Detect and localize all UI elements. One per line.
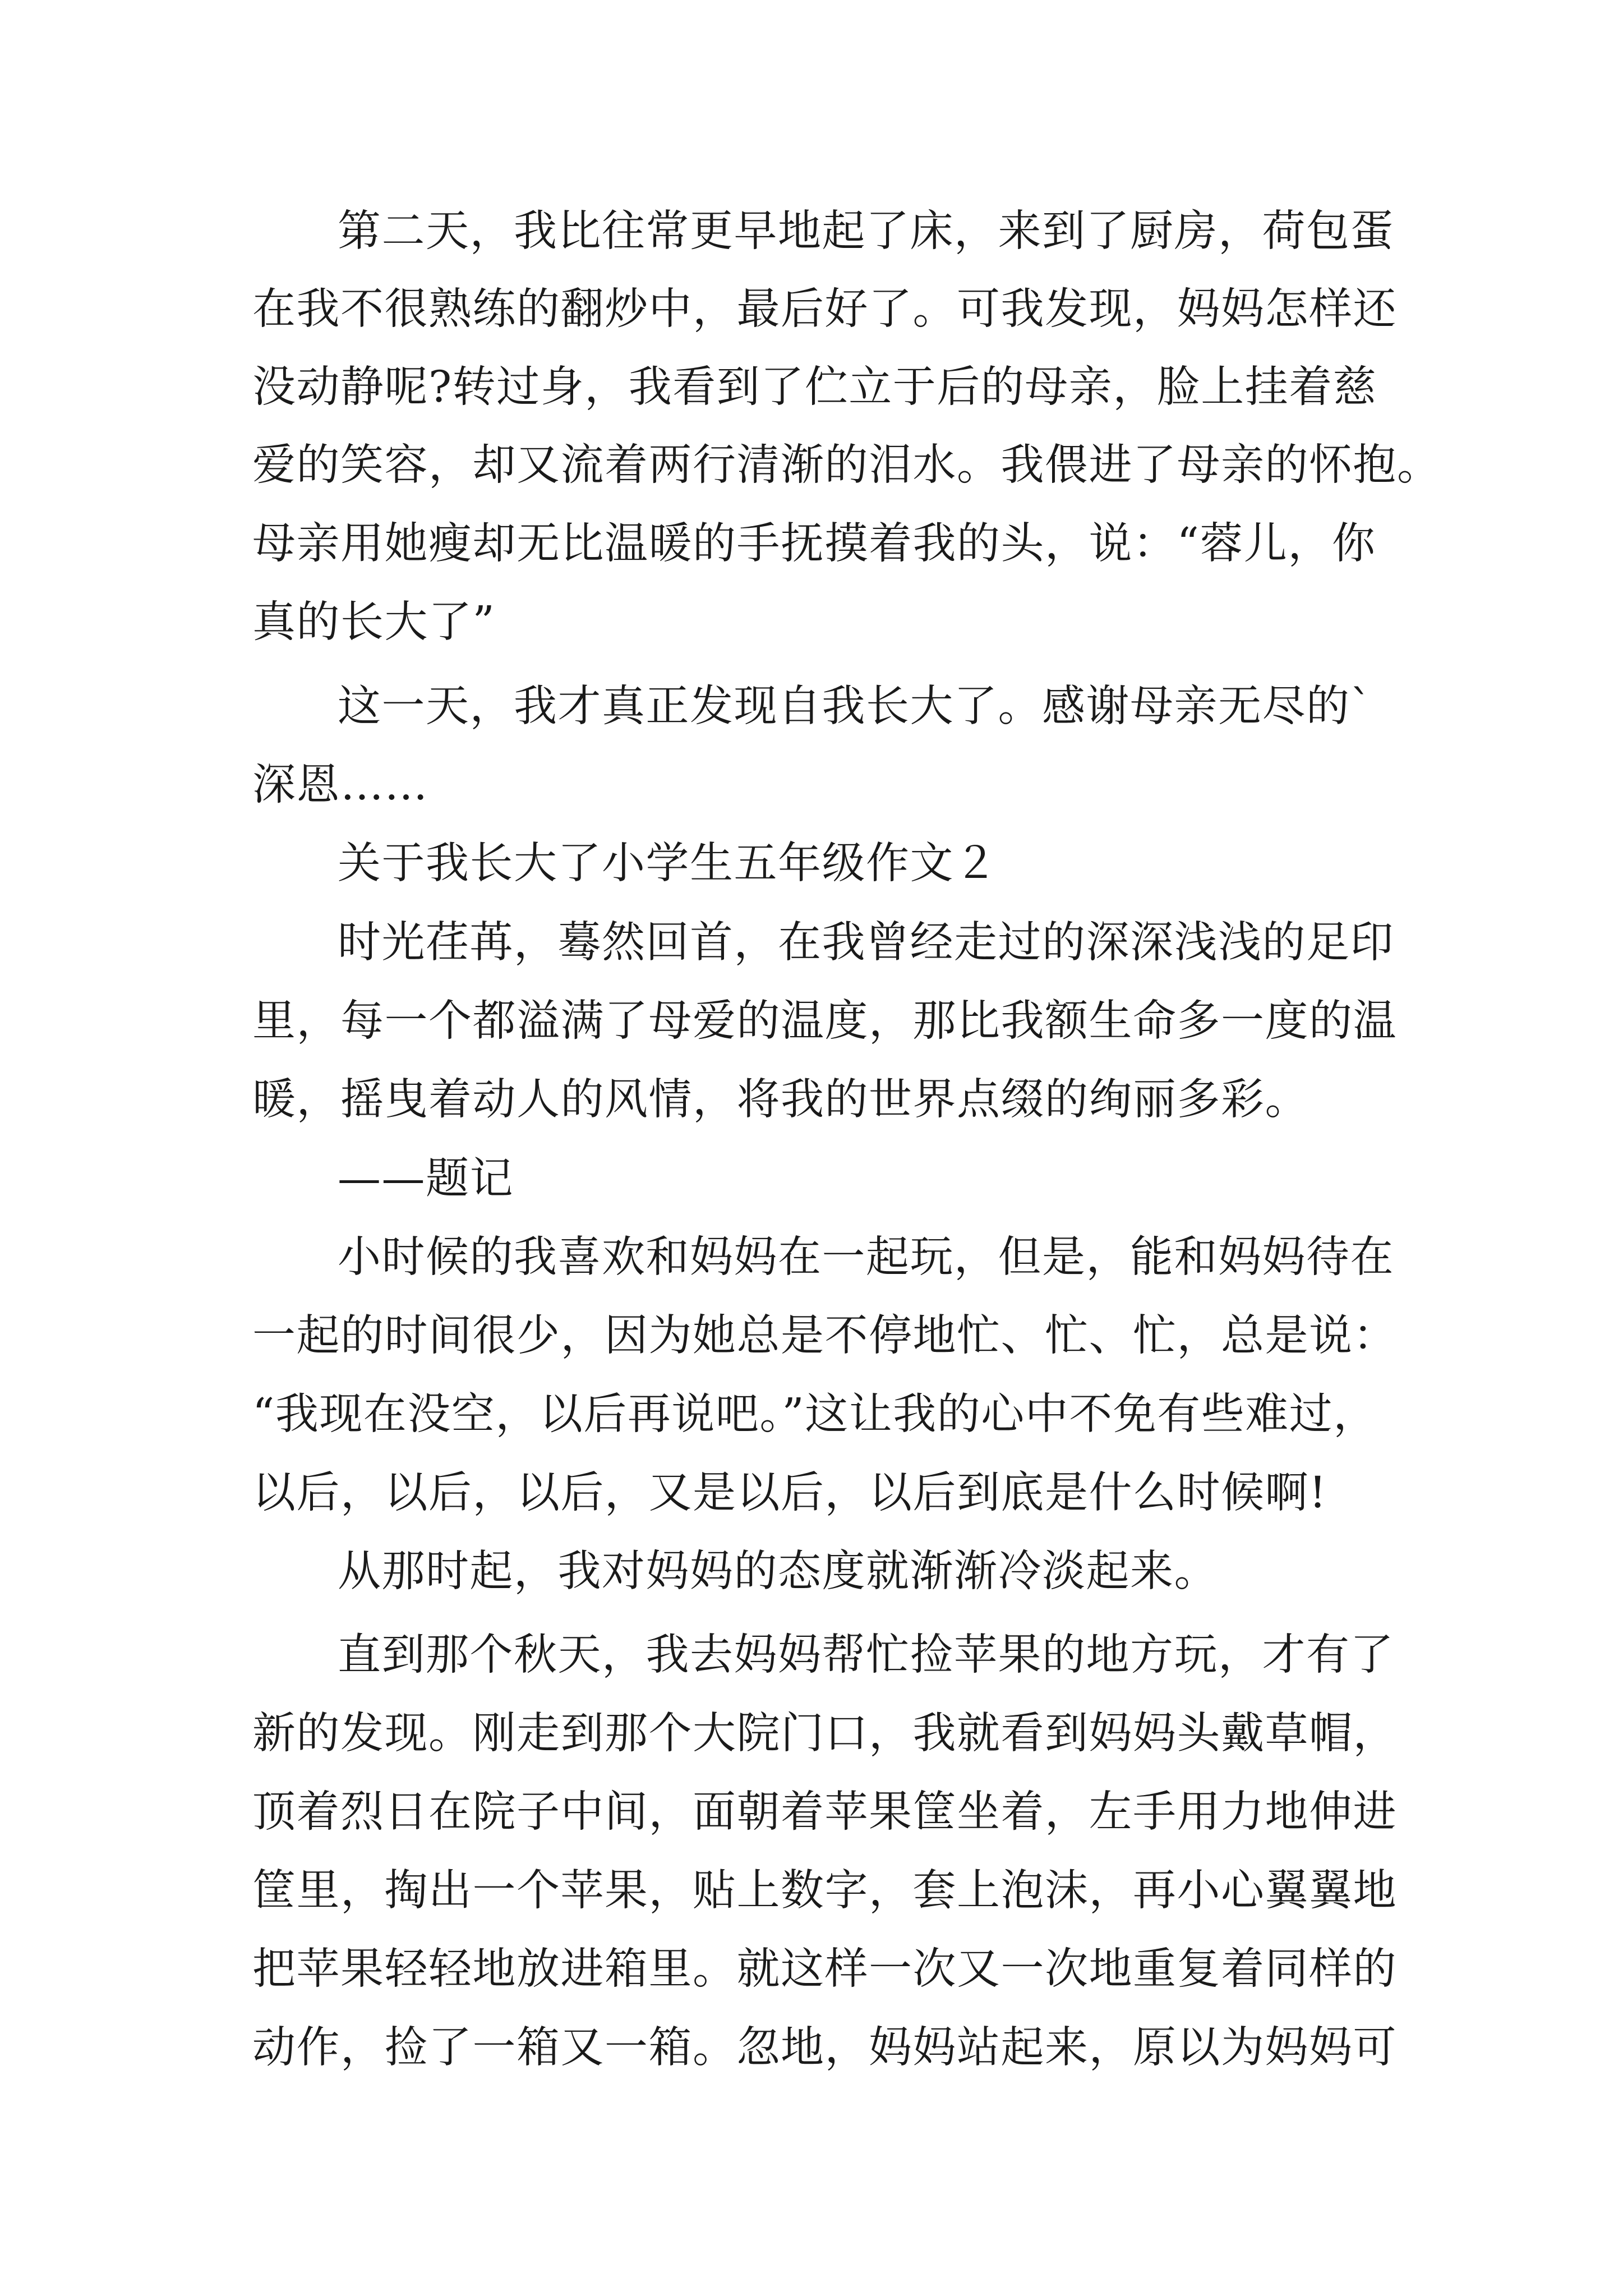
text-line: 真的长大了” <box>252 597 496 647</box>
text-line: 这一天，我才真正发现自我长大了。感谢母亲无尽的` <box>338 682 1373 731</box>
text-line: 以后，以后，以后，又是以后，以后到底是什么时候啊! <box>252 1468 1327 1518</box>
text-line: 动作，捡了一箱又一箱。忽地，妈妈站起来，原以为妈妈可 <box>252 2023 1397 2073</box>
text-line: 一起的时间很少，因为她总是不停地忙、忙、忙，总是说： <box>252 1311 1397 1361</box>
text-line: 把苹果轻轻地放进箱里。就这样一次又一次地重复着同样的 <box>252 1944 1397 1994</box>
epigraph-attribution: ——题记 <box>338 1154 514 1204</box>
text-line: 从那时起，我对妈妈的态度就渐渐冷淡起来。 <box>338 1547 1218 1596</box>
text-line: 爱的笑容，却又流着两行清渐的泪水。我偎进了母亲的怀抱。 <box>252 440 1441 490</box>
text-line: 第二天，我比往常更早地起了床，来到了厨房，荷包蛋 <box>338 206 1394 256</box>
text-line: 暖，摇曳着动人的风情，将我的世界点缀的绚丽多彩。 <box>252 1075 1309 1125</box>
text-line: 深恩…… <box>252 760 428 810</box>
text-line: 母亲用她瘦却无比温暖的手抚摸着我的头，说：“蓉儿，你 <box>252 519 1376 569</box>
text-line: 小时候的我喜欢和妈妈在一起玩，但是，能和妈妈待在 <box>338 1232 1394 1282</box>
text-line: 在我不很熟练的翻炒中，最后好了。可我发现，妈妈怎样还 <box>252 284 1397 334</box>
document-page <box>252 204 1441 2111</box>
text-line: 里，每一个都溢满了母爱的温度，那比我额生命多一度的温 <box>252 996 1397 1046</box>
text-line: 时光荏苒，蓦然回首，在我曾经走过的深深浅浅的足印 <box>338 918 1394 968</box>
text-line: 没动静呢?转过身，我看到了伫立于后的母亲，脸上挂着慈 <box>252 362 1377 412</box>
text-line: 直到那个秋天，我去妈妈帮忙捡苹果的地方玩，才有了 <box>338 1630 1394 1680</box>
text-line: 筐里，掏出一个苹果，贴上数字，套上泡沫，再小心翼翼地 <box>252 1866 1397 1916</box>
text-line: “我现在没空，以后再说吧。”这让我的心中不免有些难过， <box>252 1389 1377 1439</box>
section-heading: 关于我长大了小学生五年级作文２ <box>338 839 998 889</box>
text-line: 顶着烈日在院子中间，面朝着苹果筐坐着，左手用力地伸进 <box>252 1787 1397 1837</box>
text-line: 新的发现。刚走到那个大院门口，我就看到妈妈头戴草帽， <box>252 1709 1397 1759</box>
